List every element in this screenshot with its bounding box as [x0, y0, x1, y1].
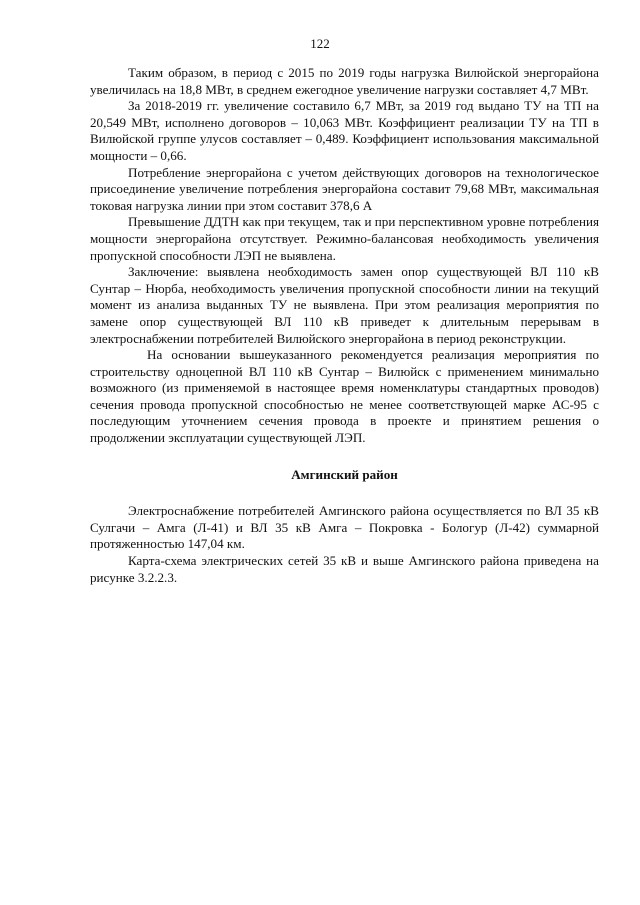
paragraph-load-growth-summary: Таким образом, в период с 2015 по 2019 годы нагрузка Вилюйской энергорайона увеличилась на 18,8 МВт, в среднем ежегодное увеличение нагрузки составляет 4,7 МВт.: [90, 65, 599, 97]
paragraph-recommendation: На основании вышеуказанного рекомендуется реализация мероприятия по строительству одноцепной ВЛ 110 кВ Сунтар – Вилюйск с применением минимально возможного (из применяемой в настоящее время номенклатуры стандартных проводов) сечения провода пропускной способностью не менее соответствующей марке АС-95 с последующим уточнением сечения провода в проекте и принятием решения о продолжении эксплуатации существующей ЛЭП.: [90, 347, 599, 446]
section-heading-amginsky: Амгинский район: [291, 466, 398, 482]
paragraph-consumption-forecast: Потребление энергорайона с учетом действующих договоров на технологическое присоединение увеличение потребления энергорайона составит 79,68 МВт, максимальная токовая нагрузка линии при этом составит 378,6 А: [90, 164, 599, 213]
paragraph-conclusion: Заключение: выявлена необходимость замен опор существующей ВЛ 110 кВ Сунтар – Нюрба, необходимость увеличения пропускной способности линии на текущий момент из анализа выданных ТУ не выявлена. При этом реализация мероприятия по замене опор существующей ВЛ 110 кВ приведет к длительным перерывам в электроснабжении потребителей Вилюйского энергорайона в период реконструкции.: [90, 264, 599, 346]
document-body: [90, 65, 599, 586]
paragraph-ddtn-excess: Превышение ДДТН как при текущем, так и при перспективном уровне потребления мощности энергорайона отсутствует. Режимно-балансовая необходимость увеличения пропускной способности ЛЭП не выявлена.: [90, 214, 599, 263]
paragraph-amginsky-map-reference: Карта-схема электрических сетей 35 кВ и выше Амгинского района приведена на рисунке 3.2.2.3.: [90, 553, 599, 585]
paragraph-amginsky-supply: Электроснабжение потребителей Амгинского района осуществляется по ВЛ 35 кВ Сулгачи – Амга (Л-41) и ВЛ 35 кВ Амга – Покровка - Бологур (Л-42) суммарной протяженностью 147,04 км.: [90, 503, 599, 552]
page-number: 122: [310, 36, 330, 51]
paragraph-2018-2019-increase: За 2018-2019 гг. увеличение составило 6,7 МВт, за 2019 год выдано ТУ на ТП на 20,549 МВт, исполнено договоров – 10,063 МВт. Коэффициент реализации ТУ на ТП в Вилюйской группе улусов составляет – 0,489. Коэффициент использования максимальной мощности – 0,66.: [90, 98, 599, 163]
